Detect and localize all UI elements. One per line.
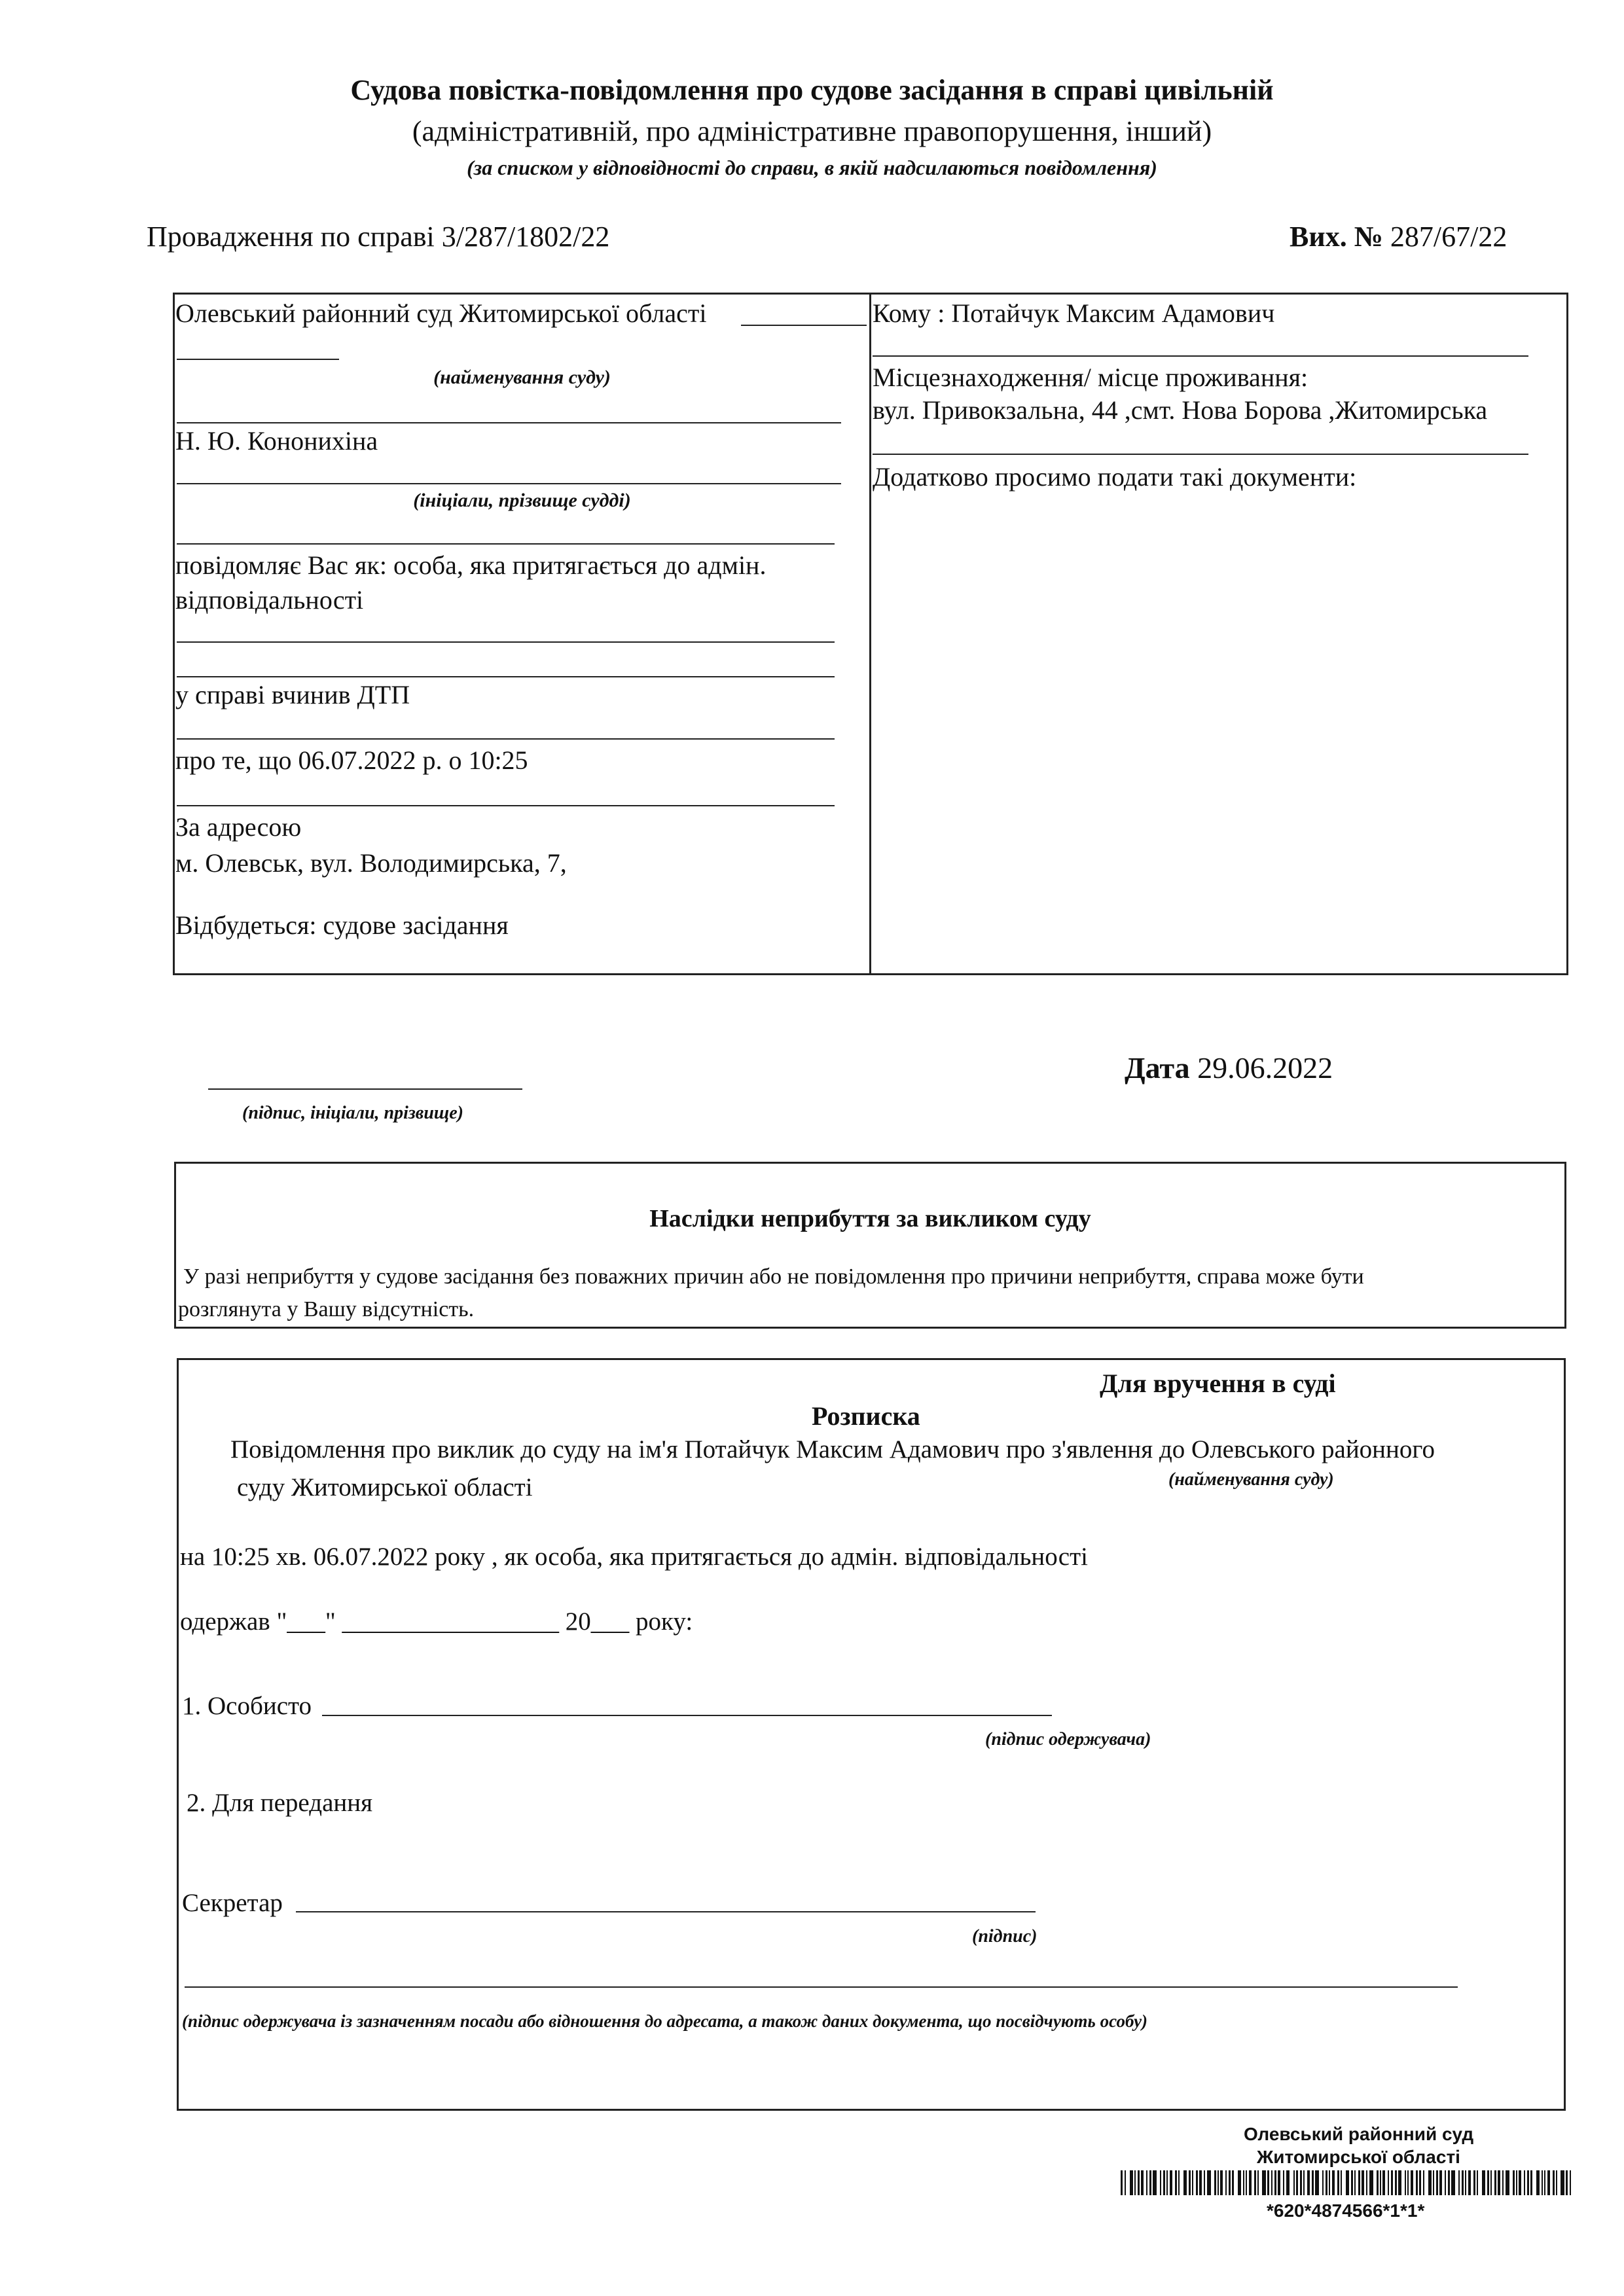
hearing-event: Відбудеться: судове засідання	[175, 910, 509, 940]
outgoing-number: 287/67/22	[1390, 221, 1507, 253]
barcode-bar	[1487, 2170, 1489, 2195]
barcode-bar	[1271, 2170, 1272, 2195]
barcode-bar	[1561, 2170, 1564, 2195]
case-number: 3/287/1802/22	[441, 221, 610, 253]
barcode-bar	[1337, 2170, 1339, 2195]
barcode-bar	[1141, 2170, 1144, 2195]
barcode-bar	[1262, 2170, 1266, 2195]
personal-signature-line	[322, 1715, 1052, 1716]
barcode-bar	[1411, 2170, 1413, 2195]
recipient-address: вул. Привокзальна, 44 ,смт. Нова Борова ,Житомирська	[873, 395, 1488, 425]
barcode-bar	[1570, 2170, 1571, 2195]
barcode-bar	[1267, 2170, 1269, 2195]
barcode-bar	[1160, 2170, 1161, 2195]
case-number-row	[147, 220, 609, 253]
barcode-bar	[1530, 2170, 1532, 2195]
secretary-label: Секретар	[182, 1889, 283, 1917]
barcode-bar	[1293, 2170, 1295, 2195]
barcode-bar	[1377, 2170, 1379, 2195]
receipt-title: Розписка	[812, 1401, 920, 1431]
barcode-bar	[1286, 2170, 1290, 2195]
barcode-bar	[1462, 2170, 1464, 2195]
barcode-text: *620*4874566*1*1*	[1267, 2200, 1425, 2221]
case-matter: у справі вчинив ДТП	[175, 680, 410, 709]
barcode-bar	[1207, 2170, 1211, 2195]
barcode-bar	[1214, 2170, 1216, 2195]
barcode-bar	[1329, 2170, 1330, 2195]
case-label: Провадження по справі	[147, 221, 435, 253]
barcode-bar	[1121, 2170, 1123, 2195]
notify-role-line1: повідомляє Вас як: особа, яка притягається до адмін.	[175, 550, 767, 580]
barcode-bar	[1419, 2170, 1421, 2195]
barcode-bar	[1278, 2170, 1280, 2195]
barcode-bar	[1519, 2170, 1521, 2195]
judge-name: Н. Ю. Кононихіна	[175, 426, 378, 456]
barcode-bar	[1382, 2170, 1385, 2195]
for-court-label: Для вручення в суді	[1100, 1369, 1336, 1398]
barcode-bar	[1369, 2170, 1373, 2195]
barcode-bar	[1199, 2170, 1202, 2195]
date-value: 29.06.2022	[1197, 1051, 1333, 1085]
barcode-bar	[1358, 2170, 1360, 2195]
barcode-bar	[1283, 2170, 1284, 2195]
barcode-bar	[1566, 2170, 1568, 2195]
barcode-bar	[1506, 2170, 1509, 2195]
barcode-bar	[1482, 2170, 1485, 2195]
barcode-bar	[1428, 2170, 1432, 2195]
secretary-caption: (підпис)	[972, 1926, 1038, 1946]
barcode-bar	[1395, 2170, 1397, 2195]
location-label: Місцезнаходження/ місце проживання:	[873, 363, 1308, 392]
consequences-text-line1: У разі неприбуття у судове засідання без поважних причин або не повідомлення про причини неприбуття, справа може бути	[183, 1265, 1364, 1289]
barcode-bar	[1494, 2170, 1496, 2195]
barcode-bar	[1166, 2170, 1168, 2195]
barcode-bar	[1326, 2170, 1327, 2195]
address-label: За адресою	[175, 812, 302, 842]
barcode-bar	[1315, 2170, 1319, 2195]
barcode-bar	[1490, 2170, 1492, 2195]
barcode-bar	[1249, 2170, 1252, 2195]
barcode-bar	[1183, 2170, 1187, 2195]
barcode-bar	[1416, 2170, 1418, 2195]
document-title: Судова повістка-повідомлення про судове засідання в справі цивільній	[350, 74, 1274, 106]
receipt-time-line: на 10:25 хв. 06.07.2022 року , як особа, яка притягається до адмін. відповідальності	[180, 1543, 1088, 1571]
judge-caption: (ініціали, прізвище судді)	[413, 490, 631, 511]
barcode-bar	[1189, 2170, 1191, 2195]
barcode	[1121, 2170, 1579, 2195]
barcode-bar	[1398, 2170, 1401, 2195]
barcode-bar	[1170, 2170, 1172, 2195]
barcode-bar	[1243, 2170, 1244, 2195]
barcode-bar	[1544, 2170, 1545, 2195]
barcode-bar	[1178, 2170, 1180, 2195]
barcode-bar	[1153, 2170, 1157, 2195]
stamp-court-line2: Житомирської області	[1257, 2147, 1460, 2167]
barcode-bar	[1553, 2170, 1555, 2195]
barcode-bar	[1436, 2170, 1438, 2195]
barcode-bar	[1477, 2170, 1478, 2195]
barcode-bar	[1332, 2170, 1335, 2195]
barcode-bar	[1448, 2170, 1450, 2195]
signature-caption: (підпис, ініціали, прізвище)	[242, 1103, 463, 1123]
barcode-bar	[1300, 2170, 1302, 2195]
barcode-bar	[1388, 2170, 1389, 2195]
bottom-signature-line	[185, 1986, 1458, 1988]
barcode-bar	[1556, 2170, 1557, 2195]
barcode-bar	[1204, 2170, 1205, 2195]
barcode-bar	[1238, 2170, 1241, 2195]
barcode-bar	[1542, 2170, 1543, 2195]
transfer-label: 2. Для передання	[187, 1789, 373, 1817]
consequences-text-line2: розглянута у Вашу відсутність.	[178, 1297, 475, 1321]
date-label: Дата	[1125, 1051, 1190, 1085]
barcode-bar	[1468, 2170, 1471, 2195]
barcode-bar	[1146, 2170, 1147, 2195]
barcode-bar	[1274, 2170, 1276, 2195]
barcode-bar	[1433, 2170, 1434, 2195]
barcode-bar	[1163, 2170, 1165, 2195]
document-subtitle: (адміністративній, про адміністративне правопорушення, інший)	[412, 115, 1212, 147]
receipt-line2: суду Житомирської області	[237, 1473, 533, 1501]
barcode-bar	[1473, 2170, 1475, 2195]
barcode-bar	[1229, 2170, 1231, 2195]
barcode-bar	[1196, 2170, 1198, 2195]
receipt-box	[177, 1358, 1566, 2111]
barcode-bar	[1149, 2170, 1151, 2195]
barcode-bar	[1220, 2170, 1223, 2195]
court-caption: (найменування суду)	[433, 367, 611, 388]
court-name: Олевський районний суд Житомирської області	[175, 298, 707, 328]
outgoing-number-row	[1290, 220, 1507, 253]
barcode-bar	[1516, 2170, 1517, 2195]
barcode-bar	[1451, 2170, 1455, 2195]
barcode-bar	[1380, 2170, 1381, 2195]
barcode-bar	[1138, 2170, 1140, 2195]
extra-documents-label: Додатково просимо подати такі документи:	[873, 462, 1357, 492]
barcode-bar	[1296, 2170, 1298, 2195]
personal-label: 1. Особисто	[182, 1692, 312, 1720]
document-note: (за списком у відповідності до справи, в якій надсилаються повідомлення)	[467, 156, 1157, 179]
barcode-bar	[1192, 2170, 1193, 2195]
barcode-bar	[1524, 2170, 1525, 2195]
barcode-bar	[1458, 2170, 1460, 2195]
notify-role-line2: відповідальності	[175, 585, 364, 615]
barcode-bar	[1341, 2170, 1342, 2195]
barcode-bar	[1134, 2170, 1136, 2195]
barcode-bar	[1218, 2170, 1219, 2195]
barcode-bar	[1175, 2170, 1177, 2195]
bottom-caption: (підпис одержувача із зазначенням посади або відношення до адресата, а також даних документа, що посвідчують особу)	[182, 2011, 1148, 2031]
barcode-bar	[1439, 2170, 1442, 2195]
barcode-bar	[1351, 2170, 1353, 2195]
summons-column-divider	[869, 293, 871, 975]
barcode-bar	[1362, 2170, 1364, 2195]
consequences-title: Наслідки неприбуття за викликом суду	[649, 1205, 1091, 1232]
outgoing-label: Вих. №	[1290, 221, 1383, 253]
barcode-bar	[1502, 2170, 1504, 2195]
barcode-bar	[1465, 2170, 1466, 2195]
barcode-bar	[1527, 2170, 1529, 2195]
barcode-bar	[1405, 2170, 1406, 2195]
hearing-datetime: про те, що 06.07.2022 р. о 10:25	[175, 745, 528, 775]
stamp-court-line1: Олевський районний суд	[1244, 2124, 1474, 2144]
receipt-court-caption: (найменування суду)	[1168, 1469, 1334, 1490]
barcode-bar	[1225, 2170, 1227, 2195]
barcode-bar	[1498, 2170, 1500, 2195]
received-date-line: одержав "___" _________________ 20___ року:	[180, 1607, 693, 1636]
barcode-bar	[1547, 2170, 1550, 2195]
personal-caption: (підпис одержувача)	[985, 1729, 1151, 1749]
barcode-bar	[1536, 2170, 1540, 2195]
barcode-bar	[1391, 2170, 1393, 2195]
barcode-bar	[1312, 2170, 1314, 2195]
recipient: Кому : Потайчук Максим Адамович	[873, 298, 1275, 328]
barcode-bar	[1445, 2170, 1446, 2195]
barcode-bar	[1125, 2170, 1126, 2195]
barcode-bar	[1232, 2170, 1234, 2195]
barcode-bar	[1423, 2170, 1424, 2195]
receipt-line1: Повідомлення про виклик до суду на ім'я Потайчук Максим Адамович про з'явлення до Олевського районного	[230, 1435, 1435, 1463]
barcode-bar	[1366, 2170, 1367, 2195]
barcode-bar	[1130, 2170, 1133, 2195]
secretary-signature-line	[296, 1911, 1036, 1912]
barcode-bar	[1307, 2170, 1310, 2195]
barcode-bar	[1407, 2170, 1409, 2195]
barcode-bar	[1322, 2170, 1324, 2195]
barcode-bar	[1246, 2170, 1247, 2195]
barcode-bar	[1354, 2170, 1356, 2195]
barcode-bar	[1513, 2170, 1515, 2195]
signature-line	[208, 1088, 522, 1090]
hearing-address: м. Олевськ, вул. Володимирська, 7,	[175, 848, 567, 878]
barcode-bar	[1303, 2170, 1305, 2195]
date-row	[1125, 1050, 1333, 1085]
barcode-bar	[1257, 2170, 1259, 2195]
barcode-bar	[1254, 2170, 1256, 2195]
barcode-bar	[1346, 2170, 1349, 2195]
